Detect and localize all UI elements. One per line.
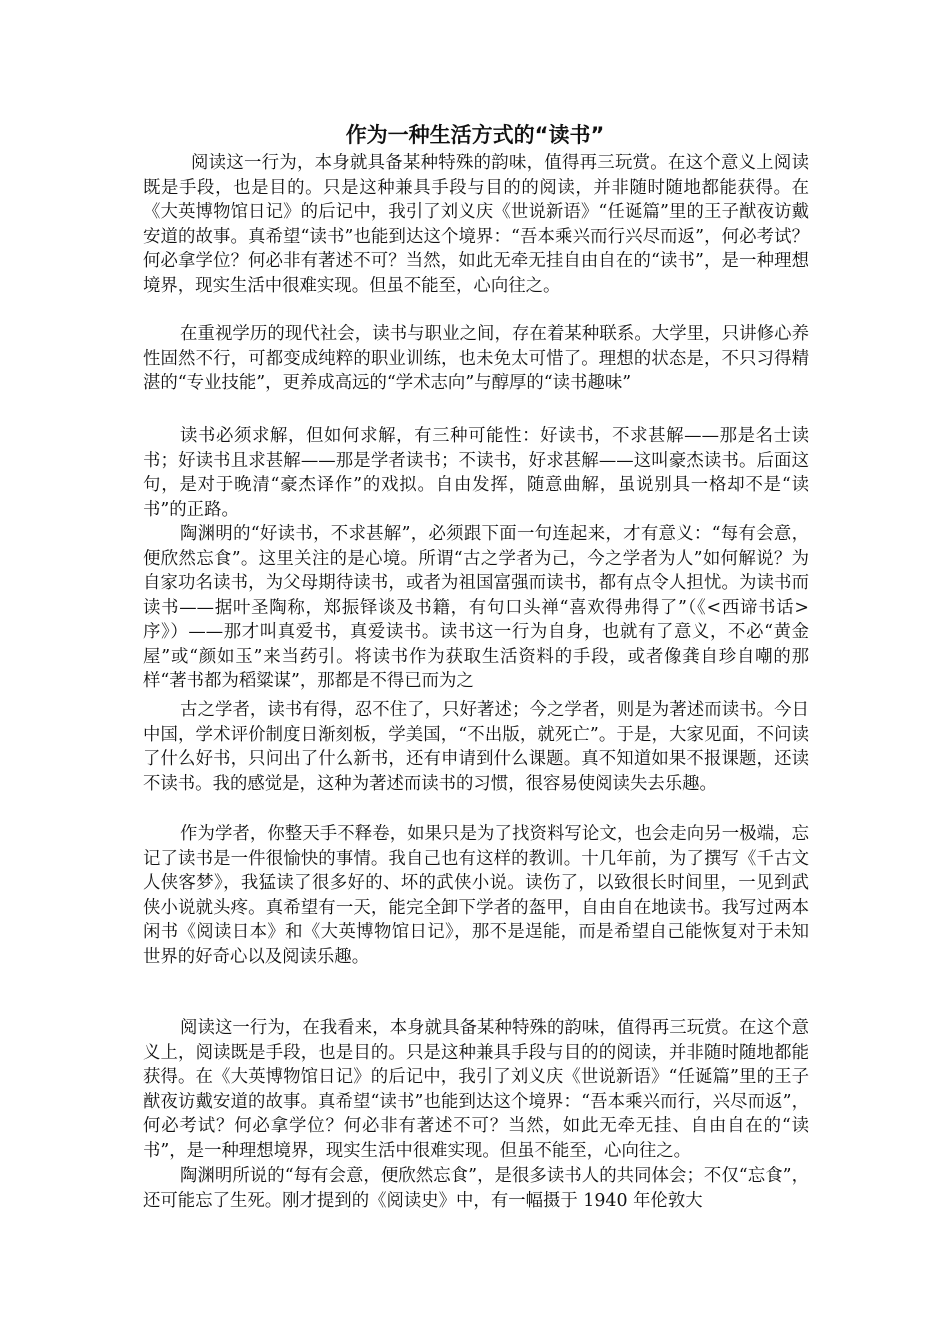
paragraph-2: 在重视学历的现代社会，读书与职业之间，存在着某种联系。大学里，只讲修心养性固然不行，可都变成纯粹的职业训练，也未免太可惜了。理想的状态是，不只习得精湛的“专业技能”，更养成高远的“学术志向”与醇厚的“读书趣味” <box>143 324 809 393</box>
paragraph-7: 阅读这一行为，在我看来，本身就具备某种特殊的韵味，值得再三玩赏。在这个意义上，阅读既是手段，也是目的。只是这种兼具手段与目的的阅读，并非随时随地都能获得。在《大英博物馆日记》的后记中，我引了刘义庆《世说新语》“任诞篇”里的王子猷夜访戴安道的故事。真希望“读书”也能到达这个境界：“吾本乘兴而行，兴尽而返”，何必考试？何必拿学位？何必非有著述不可？当然，如此无牵无挂、自由自在的“读书”，是一种理想境界，现实生活中很难实现。但虽不能至，心向往之。 <box>143 1018 809 1161</box>
paragraph-3: 读书必须求解，但如何求解，有三种可能性：好读书，不求甚解——那是名士读书；好读书且求甚解——那是学者读书；不读书，好求甚解——这叫豪杰读书。后面这句，是对于晚清“豪杰译作”的戏拟。自由发挥，随意曲解，虽说别具一格却不是“读书”的正路。 <box>143 426 809 520</box>
paragraph-4: 陶渊明的“好读书，不求甚解”，必须跟下面一句连起来，才有意义：“每有会意，便欣然忘食”。这里关注的是心境。所谓“古之学者为己，今之学者为人”如何解说？为自家功名读书，为父母期待读书，或者为祖国富强而读书，都有点令人担忧。为读书而读书——据叶圣陶称，郑振铎谈及书籍，有句口头禅“喜欢得弗得了”（《<西谛书话>序》）——那才叫真爱书，真爱读书。读书这一行为自身，也就有了意义，不必“黄金屋”或“颜如玉”来当药引。将读书作为获取生活资料的手段，或者像龚自珍自嘲的那样“著书都为稻粱谋”，那都是不得已而为之 <box>143 524 809 691</box>
paragraph-5: 古之学者，读书有得，忍不住了，只好著述；今之学者，则是为著述而读书。今日中国，学术评价制度日渐刻板，学美国，“不出版，就死亡”。于是，大家见面，不问读了什么好书，只问出了什么新书，还有申请到什么课题。真不知道如果不报课题，还读不读书。我的感觉是，这种为著述而读书的习惯，很容易使阅读失去乐趣。 <box>143 700 809 794</box>
document-title: 作为一种生活方式的“读书” <box>345 123 605 147</box>
paragraph-6: 作为学者，你整天手不释卷，如果只是为了找资料写论文，也会走向另一极端，忘记了读书是一件很愉快的事情。我自己也有这样的教训。十几年前，为了撰写《千古文人侠客梦》，我猛读了很多好的、坏的武侠小说。读伤了，以致很长时间里，一见到武侠小说就头疼。真希望有一天，能完全卸下学者的盔甲，自由自在地读书。我写过两本闲书《阅读日本》和《大英博物馆日记》，那不是逞能，而是希望自己能恢复对于未知世界的好奇心以及阅读乐趣。 <box>143 824 809 967</box>
paragraph-1: 阅读这一行为，本身就具备某种特殊的韵味，值得再三玩赏。在这个意义上阅读既是手段，也是目的。只是这种兼具手段与目的的阅读，并非随时随地都能获得。在《大英博物馆日记》的后记中，我引了刘义庆《世说新语》“任诞篇”里的王子猷夜访戴安道的故事。真希望“读书”也能到达这个境界：“吾本乘兴而行兴尽而返”，何必考试？何必拿学位？何必非有著述不可？当然，如此无牵无挂自由自在的“读书”，是一种理想境界，现实生活中很难实现。但虽不能至，心向往之。 <box>143 153 809 296</box>
paragraph-8: 陶渊明所说的“每有会意，便欣然忘食”，是很多读书人的共同体会；不仅“忘食”，还可能忘了生死。刚才提到的《阅读史》中，有一幅摄于 1940 年伦敦大 <box>143 1166 809 1211</box>
